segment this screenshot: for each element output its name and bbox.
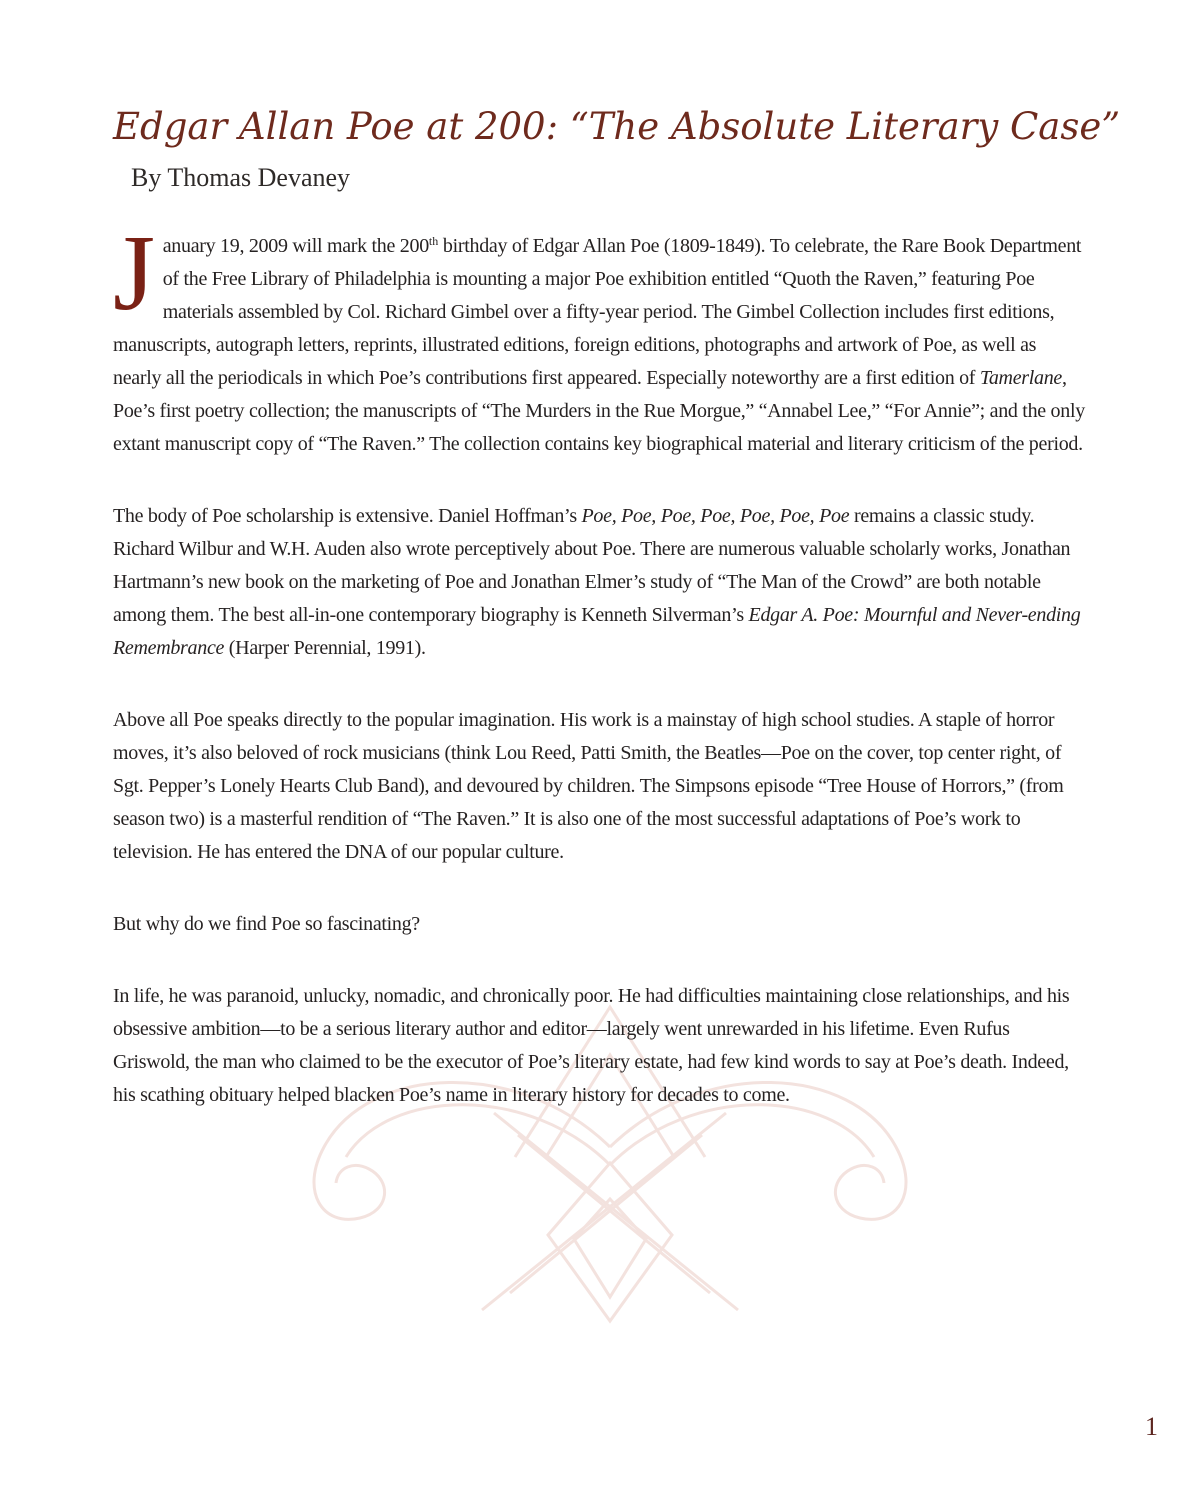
drop-cap: J [113, 214, 155, 333]
page-number: 1 [1145, 1412, 1158, 1441]
paragraph-4: But why do we find Poe so fascinating? [113, 913, 420, 935]
paragraph-3: Above all Poe speaks directly to the popular imagination. His work is a mainstay of high school studies. A staple of horror moves, it’s also beloved of rock musicians (think Lou Reed, Patti Smith, the Beatles—Poe on the cover, top center right, of Sgt. Pepper’s Lonely Hearts Club Band), and devoured by children. The Simpsons episode “Tree House of Horrors,” (from season two) is a masterful rendition of “The Raven.” It is also one of the most successful adaptations of Poe’s work to television. He has entered the DNA of our popular culture. [113, 709, 1064, 863]
article-body [113, 214, 1087, 1112]
paragraph-1: January 19, 2009 will mark the 200th birthday of Edgar Allan Poe (1809-1849). To celebrate, the Rare Book Department of the Free Library of Philadelphia is mounting a major Poe exhibition entitled “Quoth the Raven,” featuring Poe materials assembled by Col. Richard Gimbel over a fifty-year period. The Gimbel Collection includes first editions, manuscripts, autograph letters, reprints, illustrated editions, foreign editions, photographs and artwork of Poe, as well as nearly all the periodicals in which Poe’s contributions first appeared. Especially noteworthy are a first edition of Tamerlane, Poe’s first poetry collection; the manuscripts of “The Murders in the Rue Morgue,” “Annabel Lee,” “For Annie”; and the only extant manuscript copy of “The Raven.” The collection contains key biographical material and literary criticism of the period. [113, 214, 1085, 455]
paragraph-5: In life, he was paranoid, unlucky, nomadic, and chronically poor. He had difficulties maintaining close relationships, and his obsessive ambition—to be a serious literary author and editor—largely went unrewarded in his lifetime. Even Rufus Griswold, the man who claimed to be the executor of Poe’s literary estate, had few kind words to say at Poe’s death. Indeed, his scathing obituary helped blacken Poe’s name in literary history for decades to come. [113, 985, 1070, 1106]
paragraph-2: The body of Poe scholarship is extensive. Daniel Hoffman’s Poe, Poe, Poe, Poe, Poe, Poe, Poe remains a classic study. Richard Wilbur and W.H. Auden also wrote perceptively about Poe. There are numerous valuable scholarly works, Jonathan Hartmann’s new book on the marketing of Poe and Jonathan Elmer’s study of “The Man of the Crowd” are both notable among them. The best all-in-one contemporary biography is Kenneth Silverman’s Edgar A. Poe: Mournful and Never-ending Remembrance (Harper Perennial, 1991). [113, 505, 1081, 659]
page-title: Edgar Allan Poe at 200: “The Absolute Literary Case” [113, 105, 1121, 148]
byline: By Thomas Devaney [131, 163, 351, 192]
